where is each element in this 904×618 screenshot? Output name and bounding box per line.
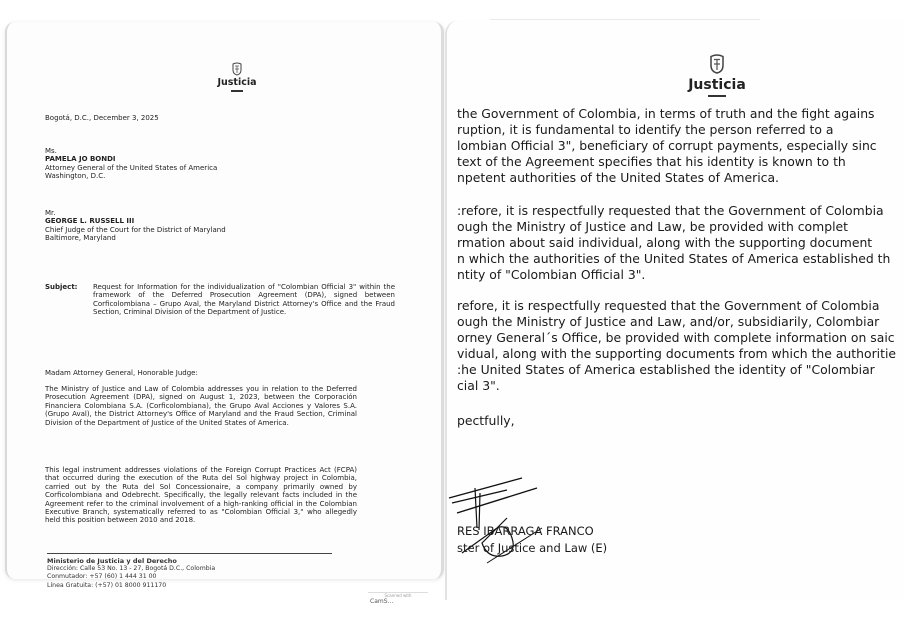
text-line: orney General´s Office, be provided with complete information on saic [457,330,895,345]
footer-address: Dirección: Calle 53 No. 13 - 27, Bogotá D.C., Colombia [47,565,216,573]
body-paragraph [457,106,877,186]
justicia-logo [667,53,767,97]
signer-title: ster of Justice and Law (E) [457,541,608,555]
body-paragraph [457,203,890,283]
text-line: rmation about said individual, along with the supporting document [457,235,873,250]
recipient-name: GEORGE L. RUSSELL III [45,217,135,226]
text-line: lombian Official 3", beneficiary of corrupt payments, especially sinc [457,138,877,153]
text-line: the Government of Colombia, in terms of truth and the fight agains [457,106,875,121]
logo-wordmark: Justicia [217,77,257,88]
recipient-location: Washington, D.C. [45,172,106,181]
signer-name: RES IBARRAGA FRANCO [457,524,594,538]
text-line: text of the Agreement specifies that his identity is known to th [457,154,846,169]
text-line: vidual, along with the supporting documents from which the authoritie [457,346,897,361]
recipient-block-1 [45,147,345,181]
recipient-block-2 [45,209,345,243]
scanner-label: Scanned with [384,593,412,598]
coat-of-arms-icon [708,53,726,75]
body-paragraph: The Ministry of Justice and Law of Colombia addresses you in relation to the Deferred Prosecution Agreement (DPA), signed on August 1, 2023, between the Corporación Financiera Colombiana S.A. (Corficolombiana), the Grupo Aval Acciones y Valores S.A. (Grupo Aval), the District Attorney's Office of Maryland and the Fraud Section, Criminal Division of the Department of Justice of the United States of America. [45,385,357,427]
closing: pectfully, [457,413,515,428]
footer-org: Ministerio de Justicia y del Derecho [47,557,177,565]
coat-of-arms-icon [231,62,243,76]
subject-label: Subject: [45,283,78,291]
text-line: npetent authorities of the United States of America. [457,170,779,185]
text-line: n which the authorities of the United States of America established th [457,251,891,266]
recipient-name: PAMELA JO BONDI [45,155,116,164]
letter-date: Bogotá, D.C., December 3, 2025 [45,114,159,122]
text-line: :he United States of America established the identity of "Colombiar [457,362,875,377]
recipient-title: Attorney General of the United States of America [45,163,218,172]
text-line: :refore, it is respectfully requested that the Government of Colombia [457,203,884,218]
logo-underline [708,95,726,97]
justicia-logo [197,62,277,92]
text-line: ntity of "Colombian Official 3". [457,267,646,282]
text-line: ough the Ministry of Justice and Law, and/or, subsidiarily, Colombiar [457,314,880,329]
footer-switchboard: Conmutador: +57 (60) 1 444 31 00 [47,573,157,581]
recipient-title: Chief Judge of the Court for the District of Maryland [45,225,226,234]
footer-divider [47,553,332,554]
text-line: ough the Ministry of Justice and Law, be provided with complet [457,219,848,234]
recipient-salutation: Mr. [45,209,56,217]
letter-salutation: Madam Attorney General, Honorable Judge: [45,369,198,377]
scanner-watermark [368,592,428,618]
body-paragraph [457,298,896,394]
text-line: ruption, it is fundamental to identify the person referred to a [457,122,834,137]
text-line: cial 3". [457,378,500,393]
body-paragraph: This legal instrument addresses violations of the Foreign Corrupt Practices Act (FCPA) that occurred during the execution of the Ruta del Sol highway project in Colombia, carried out by the Ruta del Sol Concessionaire, a company primarily owned by Corficolombiana and Odebrecht. Specifically, the legally relevant facts included in the Agreement refer to the criminal involvement of a high-ranking official in the Colombian Executive Branch, systematically referred to as "Colombian Official 3," who allegedly held this position between 2010 and 2018. [45,466,357,525]
text-line: refore, it is respectfully requested that the Government of Colombia [457,298,880,313]
footer-toll-free: Línea Gratuita: (+57) 01 8000 911170 [47,581,167,589]
letter-page-2 [445,20,904,600]
recipient-location: Baltimore, Maryland [45,234,116,243]
subject-text: Request for Information for the individualization of "Colombian Official 3" within the framework of the Deferred Prosecution Agreement (DPA), signed between Corficolombiana – Grupo Aval, the Maryland District Attorney's Office and the Fraud Section, Criminal Division of the Department of Justice. [93,283,395,317]
logo-underline [231,90,243,92]
logo-wordmark: Justicia [688,77,746,93]
recipient-salutation: Ms. [45,147,57,155]
letter-page-1 [5,22,444,589]
letterhead-footer [47,557,215,590]
scanner-brand: CamS... [370,598,394,605]
